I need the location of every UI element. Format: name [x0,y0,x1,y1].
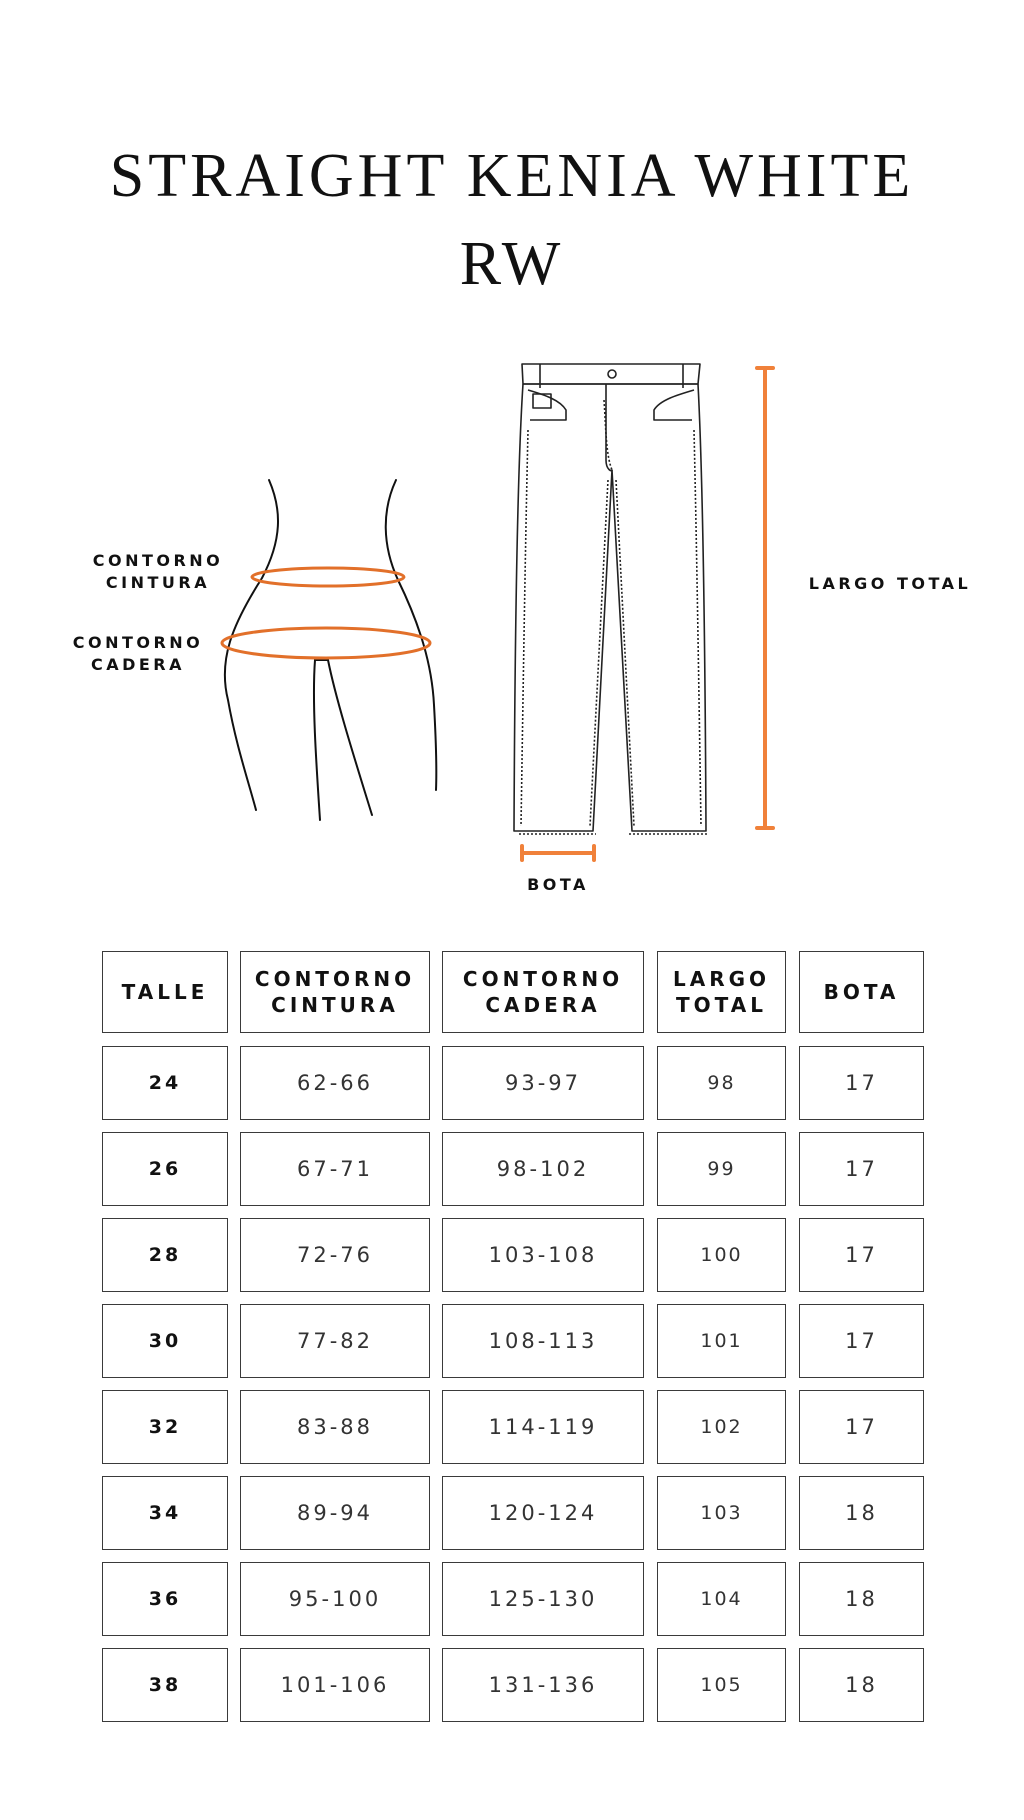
label-cintura-line-1: CONTORNO [92,551,224,570]
jeans-icon [514,364,708,834]
cell-bota: 17 [799,1218,924,1292]
cell-largo-total: 98 [657,1046,786,1120]
header-contorno-cadera [442,951,644,1033]
cell-contorno-cintura: 95-100 [240,1562,430,1636]
cell-bota: 18 [799,1562,924,1636]
label-bota: BOTA [527,875,589,894]
cell-bota: 17 [799,1132,924,1206]
waist-ring [252,568,404,586]
header-text: CONTORNO [254,967,416,991]
cell-largo-total: 104 [657,1562,786,1636]
header-largo-total [657,951,786,1033]
cell-talle: 26 [102,1132,228,1206]
cell-talle: 34 [102,1476,228,1550]
cell-contorno-cintura: 101-106 [240,1648,430,1722]
cell-largo-total: 105 [657,1648,786,1722]
header-text: TALLE [121,980,209,1004]
largo-total-measure-icon [757,368,773,828]
cell-contorno-cadera: 125-130 [442,1562,644,1636]
cell-contorno-cadera: 131-136 [442,1648,644,1722]
cell-contorno-cadera: 114-119 [442,1390,644,1464]
header-text: TOTAL [676,993,767,1017]
label-contorno-cintura [88,550,228,594]
label-largo-total: LARGO TOTAL [808,574,972,593]
cell-largo-total: 103 [657,1476,786,1550]
header-text: BOTA [823,980,900,1004]
cell-contorno-cintura: 83-88 [240,1390,430,1464]
cell-talle: 38 [102,1648,228,1722]
title-line-1: STRAIGHT KENIA WHITE [109,142,915,210]
cell-contorno-cintura: 67-71 [240,1132,430,1206]
header-contorno-cintura [240,951,430,1033]
cell-contorno-cintura: 77-82 [240,1304,430,1378]
cell-contorno-cintura: 72-76 [240,1218,430,1292]
cell-talle: 30 [102,1304,228,1378]
header-text: CONTORNO [462,967,624,991]
label-cadera-line-2: CADERA [90,655,186,674]
cell-largo-total: 101 [657,1304,786,1378]
cell-contorno-cadera: 103-108 [442,1218,644,1292]
cell-bota: 18 [799,1476,924,1550]
cell-talle: 24 [102,1046,228,1120]
header-text: CINTURA [271,993,399,1017]
cell-contorno-cadera: 108-113 [442,1304,644,1378]
cell-largo-total: 100 [657,1218,786,1292]
cell-largo-total: 102 [657,1390,786,1464]
header-bota [799,951,924,1033]
header-text: LARGO [672,967,771,991]
cell-contorno-cadera: 98-102 [442,1132,644,1206]
header-talle [102,951,228,1033]
title-line-2: RW [459,230,565,298]
cell-bota: 18 [799,1648,924,1722]
bota-measure-icon [522,846,594,860]
cell-contorno-cintura: 62-66 [240,1046,430,1120]
cell-contorno-cadera: 120-124 [442,1476,644,1550]
label-cadera-line-1: CONTORNO [72,633,204,652]
cell-bota: 17 [799,1304,924,1378]
cell-talle: 32 [102,1390,228,1464]
label-contorno-cadera [68,632,208,676]
cell-bota: 17 [799,1390,924,1464]
cell-talle: 36 [102,1562,228,1636]
cell-contorno-cadera: 93-97 [442,1046,644,1120]
cell-contorno-cintura: 89-94 [240,1476,430,1550]
header-text: CADERA [485,993,601,1017]
cell-talle: 28 [102,1218,228,1292]
hip-ring [222,628,430,658]
label-cintura-line-2: CINTURA [105,573,211,592]
hips-body-icon [225,480,437,820]
cell-bota: 17 [799,1046,924,1120]
cell-largo-total: 99 [657,1132,786,1206]
